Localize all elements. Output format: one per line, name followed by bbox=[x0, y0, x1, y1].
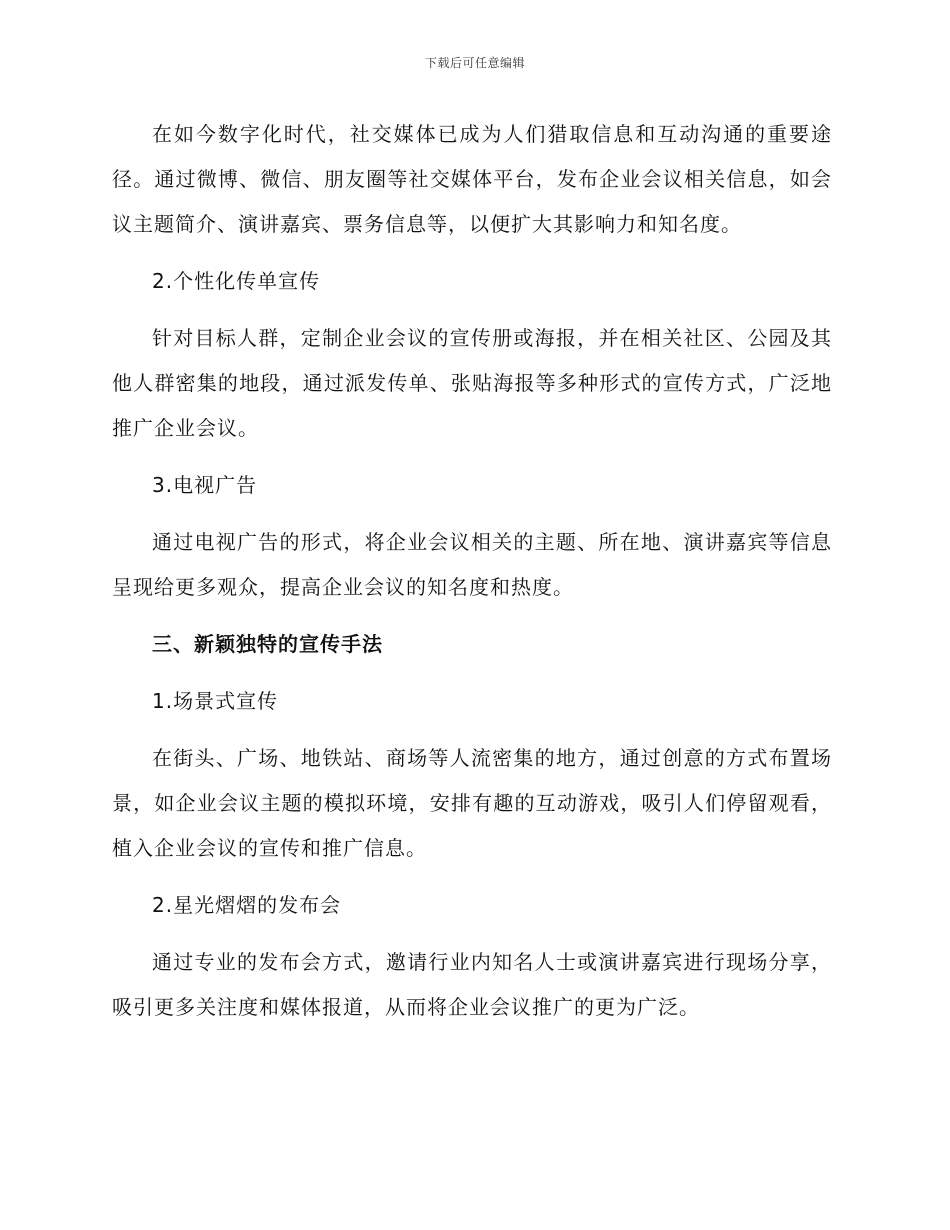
paragraph-launch-event: 通过专业的发布会方式，邀请行业内知名人士或演讲嘉宾进行现场分享，吸引更多关注度和媒体报道，从而将企业会议推广的更为广泛。 bbox=[112, 950, 832, 1019]
document-body bbox=[112, 112, 832, 1042]
heading-scene-promotion: 1.场景式宣传 bbox=[152, 689, 279, 713]
page-header: 下载后可任意编辑 bbox=[424, 56, 525, 70]
heading-flyer-promotion: 2.个性化传单宣传 bbox=[152, 269, 321, 293]
paragraph-flyer-promotion: 针对目标人群，定制企业会议的宣传册或海报，并在相关社区、公园及其他人群密集的地段，通过派发传单、张贴海报等多种形式的宣传方式，广泛地推广企业会议。 bbox=[112, 326, 832, 440]
paragraph-social-media: 在如今数字化时代，社交媒体已成为人们猎取信息和互动沟通的重要途径。通过微博、微信、朋友圈等社交媒体平台，发布企业会议相关信息，如会议主题简介、演讲嘉宾、票务信息等，以便扩大其影响力和知名度。 bbox=[112, 122, 832, 236]
heading-tv-ads: 3.电视广告 bbox=[152, 473, 258, 497]
paragraph-tv-ads: 通过电视广告的形式，将企业会议相关的主题、所在地、演讲嘉宾等信息呈现给更多观众，提高企业会议的知名度和热度。 bbox=[112, 530, 832, 599]
heading-launch-event: 2.星光熠熠的发布会 bbox=[152, 893, 342, 917]
paragraph-scene-promotion: 在街头、广场、地铁站、商场等人流密集的地方，通过创意的方式布置场景，如企业会议主题的模拟环境，安排有趣的互动游戏，吸引人们停留观看，植入企业会议的宣传和推广信息。 bbox=[112, 746, 832, 860]
section-title-novel-methods: 三、新颖独特的宣传手法 bbox=[152, 632, 383, 656]
